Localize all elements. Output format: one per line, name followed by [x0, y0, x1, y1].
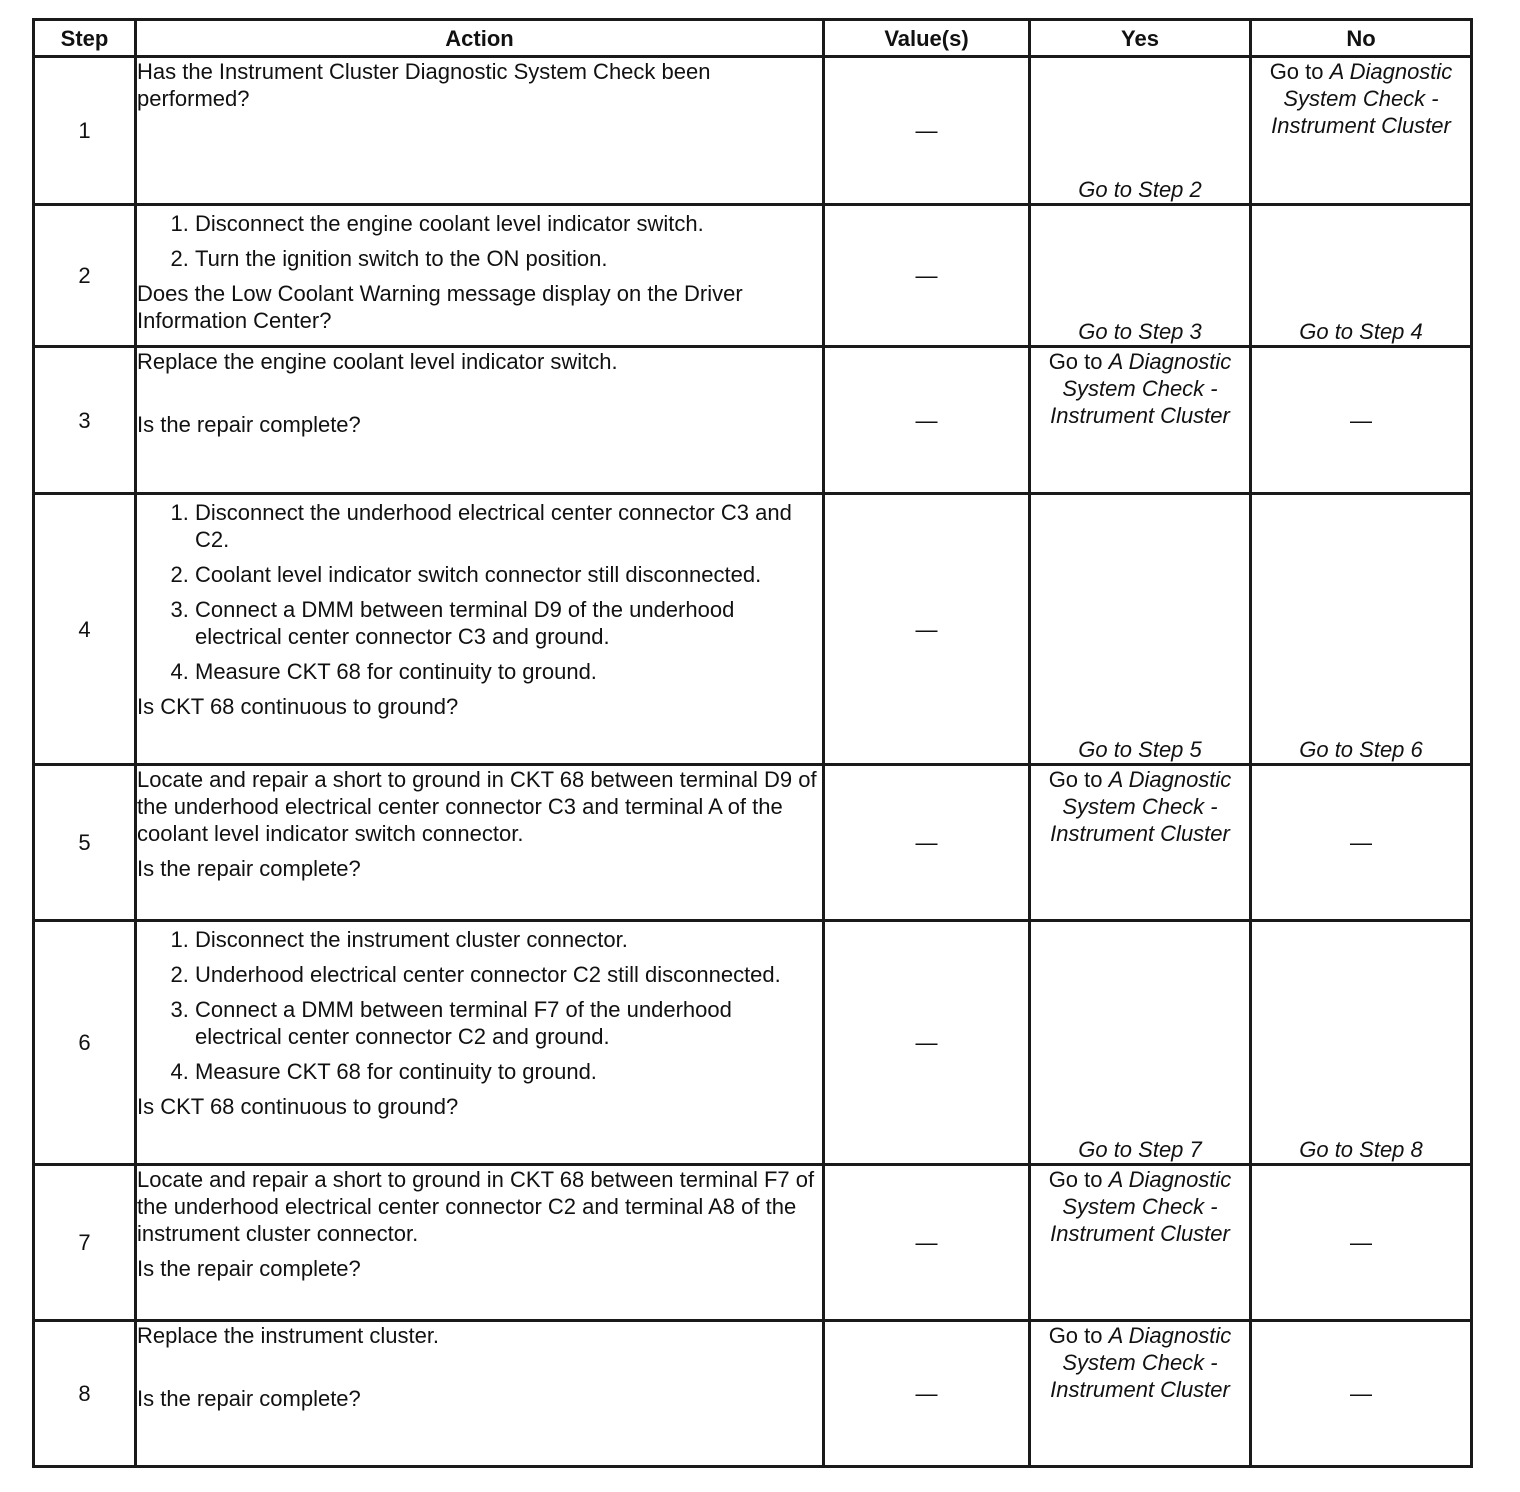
value-cell: —: [824, 494, 1030, 765]
question-text: Is the repair complete?: [137, 856, 361, 881]
substep: 2. Underhood electrical center connector C2 still disconnected.: [195, 961, 822, 988]
question-text: Is CKT 68 continuous to ground?: [137, 694, 459, 719]
question-text: Is the repair complete?: [137, 1256, 361, 1281]
yes-link[interactable]: Go to Step 3: [1030, 205, 1251, 347]
no-link[interactable]: Go to Step 8: [1251, 921, 1472, 1165]
header-values: Value(s): [824, 20, 1030, 57]
step-number: 2: [34, 205, 136, 347]
header-step: Step: [34, 20, 136, 57]
action-text: Locate and repair a short to ground in CKT 68 between terminal D9 of the underhood electrical center connector C3 and terminal A of the coolant level indicator switch connector.: [137, 767, 817, 846]
substep: 2. Turn the ignition switch to the ON position.: [195, 245, 822, 272]
link-prefix: Go to: [1048, 1323, 1103, 1348]
header-action: Action: [136, 20, 824, 57]
no-value: —: [1251, 1321, 1472, 1467]
link-prefix: Go to: [1048, 1167, 1103, 1192]
question-text: Is the repair complete?: [137, 1386, 361, 1411]
link-text: A Diagnostic System Check - Instrument Cluster: [1050, 767, 1232, 846]
question-text: Is the repair complete?: [137, 412, 361, 437]
step-number: 8: [34, 1321, 136, 1467]
action-text: Replace the instrument cluster.: [137, 1323, 440, 1348]
link-text: A Diagnostic System Check - Instrument Cluster: [1050, 349, 1232, 428]
no-value: —: [1251, 347, 1472, 494]
yes-link[interactable]: [1030, 765, 1251, 921]
substep: 1. Disconnect the engine coolant level indicator switch.: [195, 210, 822, 237]
header-row: [34, 20, 1472, 57]
action-cell: [136, 765, 824, 921]
no-link[interactable]: Go to Step 4: [1251, 205, 1472, 347]
action-cell: [136, 1165, 824, 1321]
question-text: Is CKT 68 continuous to ground?: [137, 1094, 459, 1119]
table-row: [34, 921, 1472, 1165]
substep: 3. Connect a DMM between terminal F7 of the underhood electrical center connector C2 and ground.: [195, 996, 822, 1050]
step-number: 4: [34, 494, 136, 765]
substep-list: [137, 210, 822, 272]
yes-link[interactable]: [1030, 1165, 1251, 1321]
link-text: A Diagnostic System Check - Instrument Cluster: [1271, 59, 1453, 138]
action-cell: [136, 347, 824, 494]
action-cell: [136, 57, 824, 205]
substep: 4. Measure CKT 68 for continuity to ground.: [195, 1058, 822, 1085]
step-number: 6: [34, 921, 136, 1165]
table-row: [34, 765, 1472, 921]
no-value: —: [1251, 1165, 1472, 1321]
step-number: 1: [34, 57, 136, 205]
yes-link[interactable]: Go to Step 7: [1030, 921, 1251, 1165]
action-text: Replace the engine coolant level indicator switch.: [137, 349, 618, 374]
table-row: [34, 1321, 1472, 1467]
action-text: Has the Instrument Cluster Diagnostic System Check been performed?: [137, 59, 711, 111]
value-cell: —: [824, 205, 1030, 347]
value-cell: —: [824, 765, 1030, 921]
link-prefix: Go to: [1269, 59, 1324, 84]
value-cell: —: [824, 1321, 1030, 1467]
action-text: Locate and repair a short to ground in CKT 68 between terminal F7 of the underhood electrical center connector C2 and terminal A8 of the instrument cluster connector.: [137, 1167, 815, 1246]
no-value: —: [1251, 765, 1472, 921]
no-link[interactable]: [1251, 57, 1472, 205]
action-cell: [136, 1321, 824, 1467]
substep: 3. Connect a DMM between terminal D9 of the underhood electrical center connector C3 and ground.: [195, 596, 822, 650]
step-number: 7: [34, 1165, 136, 1321]
substep: 1. Disconnect the instrument cluster connector.: [195, 926, 822, 953]
substep-list: [137, 926, 822, 1085]
value-cell: —: [824, 921, 1030, 1165]
action-cell: [136, 494, 824, 765]
table-row: [34, 494, 1472, 765]
diagnostic-table: [32, 18, 1473, 1468]
link-text: A Diagnostic System Check - Instrument Cluster: [1050, 1323, 1232, 1402]
table-row: [34, 205, 1472, 347]
table-row: [34, 1165, 1472, 1321]
link-prefix: Go to: [1048, 767, 1103, 792]
substep-list: [137, 499, 822, 685]
value-cell: —: [824, 1165, 1030, 1321]
yes-link[interactable]: Go to Step 2: [1030, 57, 1251, 205]
link-text: A Diagnostic System Check - Instrument Cluster: [1050, 1167, 1232, 1246]
substep: 4. Measure CKT 68 for continuity to ground.: [195, 658, 822, 685]
yes-link[interactable]: [1030, 347, 1251, 494]
no-link[interactable]: Go to Step 6: [1251, 494, 1472, 765]
yes-link[interactable]: Go to Step 5: [1030, 494, 1251, 765]
yes-link[interactable]: [1030, 1321, 1251, 1467]
table-row: [34, 347, 1472, 494]
action-cell: [136, 921, 824, 1165]
header-yes: Yes: [1030, 20, 1251, 57]
table-row: [34, 57, 1472, 205]
link-prefix: Go to: [1048, 349, 1103, 374]
question-text: Does the Low Coolant Warning message display on the Driver Information Center?: [137, 281, 743, 333]
step-number: 3: [34, 347, 136, 494]
header-no: No: [1251, 20, 1472, 57]
step-number: 5: [34, 765, 136, 921]
action-cell: [136, 205, 824, 347]
substep: 2. Coolant level indicator switch connector still disconnected.: [195, 561, 822, 588]
value-cell: —: [824, 347, 1030, 494]
substep: 1. Disconnect the underhood electrical center connector C3 and C2.: [195, 499, 822, 553]
value-cell: —: [824, 57, 1030, 205]
